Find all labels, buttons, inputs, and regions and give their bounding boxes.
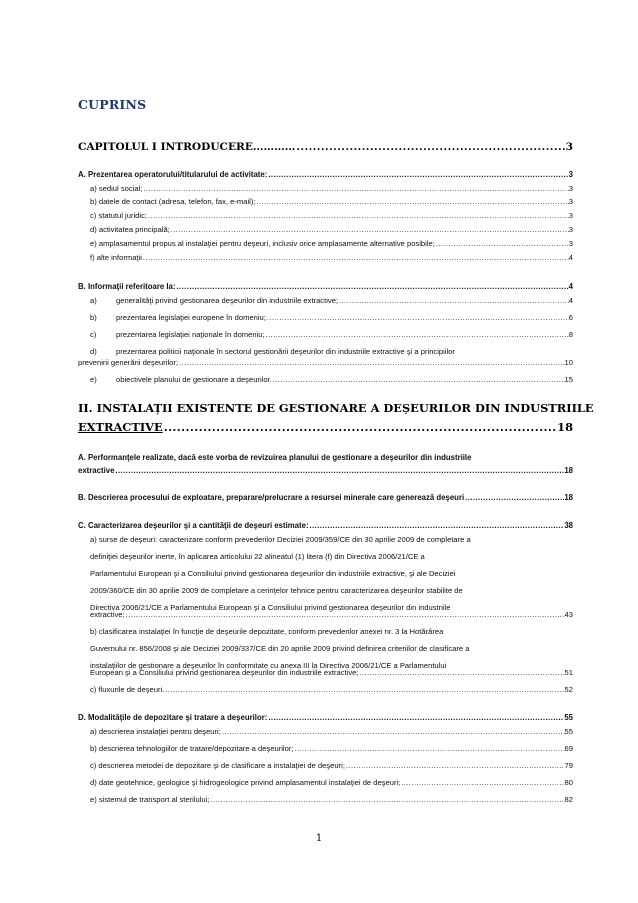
toc-item-letter: c) [90,330,97,339]
toc-entry-ii-d-e[interactable] [90,795,573,804]
toc-label: D. Modalităţile de depozitare şi tratare a deşeurilor: [78,713,268,722]
toc-leader-dots [125,610,565,619]
toc-label: B. Informaţii referitoare la: [78,282,176,291]
toc-label: B. Descrierea procesului de exploatare, preparare/prelucrare a resursei minerale care generează deşeuri [78,493,465,502]
toc-entry-ii-c-a-line4[interactable]: 2009/360/CE din 30 aprilie 2009 de completare a cerinţelor tehnice pentru caracterizarea deşeurilor stabilite de [90,586,463,595]
toc-page-number: 3 [568,170,573,179]
toc-label: extractive; [90,610,125,619]
toc-label: prezentarea politicii naţionale în sectorul gestionării deşeurilor din industriile extractive şi a principiilor [116,347,455,356]
toc-page-number: 4 [568,253,573,262]
toc-leader-dots [295,141,565,153]
toc-leader-dots [221,727,565,736]
toc-entry-ii-c[interactable] [78,521,573,530]
toc-entry-b-c[interactable] [90,330,573,339]
toc-leader-dots [272,375,565,384]
toc-entry-a-d[interactable] [90,225,573,234]
toc-label: b) descrierea tehnologiilor de tratare/depozitare a deşeurilor; [90,744,294,753]
toc-entry-ii-c-b-line2[interactable]: Guvernului nr. 856/2008 şi ale Deciziei 2009/337/CE din 20 aprilie 2009 privind definirea criteriilor de clasificare a [90,644,470,653]
toc-leader-dots [114,466,564,475]
toc-entry-b-e[interactable] [90,375,573,384]
toc-page-number: 80 [564,778,573,787]
toc-page-number: 6 [568,313,573,322]
toc-page-number: 55 [564,727,573,736]
toc-heading: CUPRINS [78,97,147,112]
toc-label: prevenirii generării deşeurilor; [78,358,179,367]
toc-entry-chapter-2-line1[interactable] [78,401,594,415]
toc-entry-ii-c-a-line2[interactable]: definiţiei deşeurilor inerte, în aplicarea articolului 22 alineatul (1) litera (f) din Directiva 2006/21/CE a [90,552,425,561]
toc-label: prezentarea legislaţiei naţionale în domeniu; [116,330,265,339]
toc-leader-dots [345,761,565,770]
toc-entry-ii-d-c[interactable] [90,761,573,770]
toc-label: generalităţi privind gestionarea deşeurilor din industriile extractive; [116,296,339,305]
toc-entry-ii-c-b-last[interactable] [90,668,573,677]
toc-leader-dots [142,253,569,262]
toc-label: d) date geotehnice, geologice şi hidrogeologice privind amplasamentul instalaţiei de deşeuri; [90,778,401,787]
toc-leader-dots [147,211,569,220]
toc-page-number: 69 [564,744,573,753]
toc-leader-dots [164,685,564,694]
toc-label: A. Performanţele realizate, dacă este vorba de revizuirea planului de gestionare a deşeurilor din industriile [78,453,472,462]
toc-page-number: 3 [568,225,573,234]
toc-page-number: 43 [564,610,573,619]
toc-page-number: 52 [564,685,573,694]
toc-entry-ii-a-line1[interactable] [78,453,573,462]
toc-leader-dots [358,668,564,677]
toc-entry-ii-d-a[interactable] [90,727,573,736]
toc-entry-b-b[interactable] [90,313,573,322]
toc-page-number: 3 [568,211,573,220]
toc-page-number: 18 [564,493,573,502]
toc-entry-ii-d-b[interactable] [90,744,573,753]
toc-label: c) fluxurile de deşeuri. [90,685,165,694]
toc-leader-dots [163,420,557,434]
toc-label: C. Caracterizarea deşeurilor şi a cantităţii de deşeuri estimate: [78,521,309,530]
toc-entry-section-a[interactable] [78,170,573,179]
toc-label: a) descrierea instalaţiei pentru deşeuri; [90,727,221,736]
toc-leader-dots [209,795,564,804]
toc-leader-dots [267,713,564,722]
toc-leader-dots [435,239,569,248]
toc-leader-dots [464,493,564,502]
toc-leader-dots [265,330,569,339]
toc-item-letter: d) [90,347,97,356]
toc-page-number: 18 [557,420,573,434]
toc-entry-ii-c-a-line1[interactable]: a) surse de deşeuri: caracterizare conform prevederilor Deciziei 2009/359/CE din 30 aprilie 2009 de completare a [90,535,471,544]
toc-entry-chapter-2-line2[interactable] [78,420,573,434]
toc-leader-dots [400,778,564,787]
toc-leader-dots [266,313,569,322]
toc-label: CAPITOLUL I INTRODUCERE………… [78,141,296,153]
toc-label: c) descrierea metodei de depozitare şi de clasificare a instalaţiei de deşeuri; [90,761,345,770]
toc-item-letter: b) [90,313,97,322]
toc-entry-a-e[interactable] [90,239,573,248]
page-number: 1 [315,833,323,844]
toc-label: A. Prezentarea operatorului/titularului de activitate: [78,170,268,179]
toc-label: e) amplasamentul propus al instalaţiei pentru deşeuri, inclusiv orice amplasamente alternative posibile; [90,239,435,248]
toc-entry-ii-b[interactable] [78,493,573,502]
toc-label: European şi a Consiliului privind gestionarea deşeurilor din industriile extractive; [90,668,359,677]
toc-label: prezentarea legislaţiei europene în domeniu; [116,313,266,322]
toc-label: f) alte informaţii [90,253,142,262]
toc-entry-ii-d[interactable] [78,713,573,722]
toc-page-number: 82 [564,795,573,804]
toc-entry-ii-c-a-last[interactable] [90,610,573,619]
toc-entry-a-a[interactable] [90,184,573,193]
toc-page-number: 15 [564,375,573,384]
toc-leader-dots [309,521,565,530]
toc-leader-dots [338,296,569,305]
toc-leader-dots [142,184,568,193]
toc-leader-dots [255,197,568,206]
toc-leader-dots [178,358,565,367]
toc-item-letter: e) [90,375,97,384]
toc-page-number: 8 [568,330,573,339]
toc-entry-ii-c-a-line5[interactable]: Directiva 2006/21/CE a Parlamentului European şi a Consiliului privind gestionarea deşeurilor din industriile [90,603,451,612]
toc-entry-ii-c-b-line3[interactable]: instalaţiilor de gestionare a deşeurilor în conformitate cu anexa III la Directiva 2006/21/CE a Parlamentului [90,661,447,670]
toc-page-number: 38 [564,521,573,530]
toc-page-number: 4 [568,282,573,291]
toc-entry-ii-c-b-line1[interactable]: b) clasificarea instalaţiei în funcţie de deşeurile depozitate, conform prevederilor anexei nr. 3 la Hotărârea [90,627,444,636]
toc-label: c) statutul juridic; [90,211,147,220]
toc-leader-dots [267,170,568,179]
toc-entry-chapter-1[interactable] [78,141,573,153]
toc-entry-b-d-line2[interactable] [78,358,573,367]
toc-leader-dots [170,225,569,234]
toc-label: b) datele de contact (adresa, telefon, fax, e-mail); [90,197,256,206]
toc-label: EXTRACTIVE [78,420,163,434]
toc-page-number: 79 [564,761,573,770]
toc-entry-section-b[interactable] [78,282,573,291]
toc-label: a) sediul social; [90,184,143,193]
toc-entry-ii-a-line2[interactable] [78,466,573,475]
toc-entry-b-d-line1[interactable] [90,347,573,356]
toc-entry-a-b[interactable] [90,197,573,206]
toc-page-number: 4 [568,296,573,305]
toc-entry-ii-c-c[interactable] [90,685,573,694]
toc-label: d) activitatea principală; [90,225,170,234]
toc-leader-dots [175,282,568,291]
toc-label: extractive [78,466,115,475]
toc-leader-dots [293,744,564,753]
toc-item-letter: a) [90,296,97,305]
toc-label: obiectivele planului de gestionare a deşeurilor. [116,375,272,384]
toc-page-number: 18 [564,466,573,475]
toc-label: e) sistemul de transport al sterilului; [90,795,210,804]
toc-page-number: 55 [564,713,573,722]
toc-page-number: 3 [568,239,573,248]
toc-entry-ii-c-a-line3[interactable]: Parlamentului European şi a Consiliului privind gestionarea deşeurilor din industriile extractive, şi ale Deciziei [90,569,456,578]
toc-page-number: 10 [564,358,573,367]
toc-page-number: 3 [568,197,573,206]
toc-entry-b-a[interactable] [90,296,573,305]
toc-page-number: 51 [564,668,573,677]
toc-label: II. INSTALAȚII EXISTENTE DE GESTIONARE A DEȘEURILOR DIN INDUSTRIILE [78,401,594,415]
toc-entry-a-c[interactable] [90,211,573,220]
toc-entry-ii-d-d[interactable] [90,778,573,787]
toc-entry-a-f[interactable] [90,253,573,262]
toc-page-number: 3 [568,184,573,193]
toc-page-number: 3 [565,141,573,153]
